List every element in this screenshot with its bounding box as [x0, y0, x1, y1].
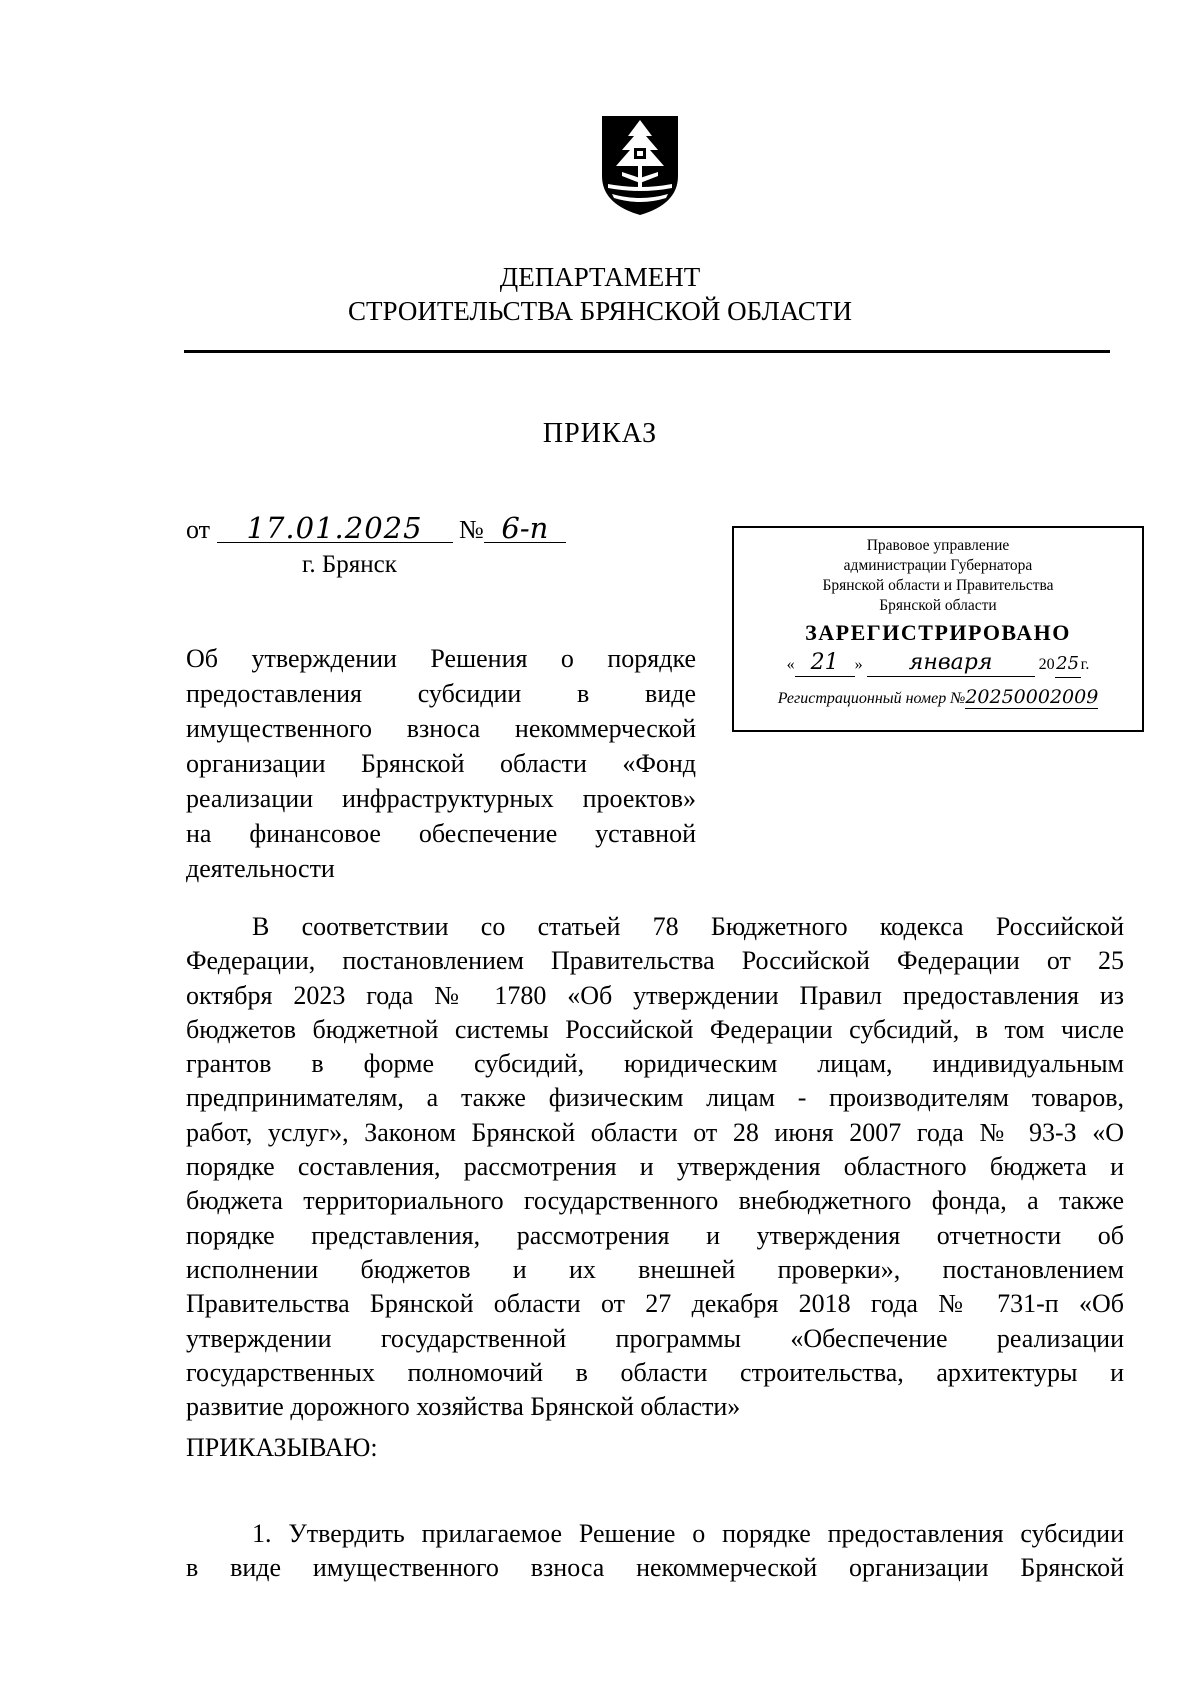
subject-line: организации Брянской области «Фонд [186, 749, 696, 778]
stamp-org-line: Брянской области [879, 597, 997, 614]
body-line: октября 2023 года № 1780 «Об утверждении Правил предоставления из [186, 980, 1124, 1010]
stamp-status: ЗАРЕГИСТРИРОВАНО [805, 620, 1071, 645]
number-prefix: № [459, 515, 484, 544]
body-line: государственных полномочий в области строительства, архитектуры и [186, 1357, 1124, 1387]
stamp-org-line: Правовое управление [866, 537, 1010, 554]
document-title: ПРИКАЗ [542, 418, 658, 449]
document-date-line [186, 511, 566, 545]
stamp-reg-number: 20250002009 [965, 686, 1099, 708]
body-line: работ, услуг», Законом Брянской области от 28 июня 2007 года № 93-З «О [186, 1117, 1124, 1147]
body-line: порядке представления, рассмотрения и утверждения отчетности об [186, 1220, 1124, 1250]
body-line: утверждении государственной программы «Обеспечение реализации [186, 1323, 1124, 1353]
stamp-reg-label: Регистрационный номер № [777, 690, 966, 707]
document-number: 6-п [484, 514, 566, 543]
header-divider [184, 350, 1110, 353]
stamp-org-line: Брянской области и Правительства [822, 577, 1054, 594]
body-line: бюджета территориального государственного внебюджетного фонда, а также [186, 1186, 1124, 1216]
body-line: В соответствии со статьей 78 Бюджетного кодекса Российской [252, 912, 1124, 941]
coat-of-arms-icon [598, 112, 682, 218]
document-preamble [186, 910, 1124, 1424]
body-line: порядке составления, рассмотрения и утверждения областного бюджета и [186, 1152, 1124, 1182]
body-line: бюджетов бюджетной системы Российской Федерации субсидий, в том числе [186, 1014, 1124, 1044]
department-name-line2: СТРОИТЕЛЬСТВА БРЯНСКОЙ ОБЛАСТИ [348, 296, 852, 326]
document-date: 17.01.2025 [217, 514, 453, 543]
subject-line: деятельности [186, 854, 335, 883]
stamp-year-prefix: 20 [1038, 656, 1055, 673]
stamp-organization [734, 536, 1142, 616]
stamp-year-mark: г. [1080, 656, 1090, 673]
registration-stamp [732, 526, 1144, 732]
subject-line: реализации инфраструктурных проектов» [186, 784, 696, 813]
document-subject [186, 641, 696, 886]
body-line: Федерации, постановлением Правительства Российской Федерации от 25 [186, 946, 1124, 976]
stamp-date: « 21 » января 2025г. [734, 650, 1142, 678]
subject-line: на финансовое обеспечение уставной [186, 819, 696, 848]
document-city: г. Брянск [302, 551, 397, 578]
body-line: Правительства Брянской области от 27 декабря 2018 года № 731-п «Об [186, 1289, 1124, 1319]
item-line: в виде имущественного взноса некоммерческой организации Брянской [186, 1553, 1124, 1583]
department-name-line1: ДЕПАРТАМЕНТ [499, 262, 701, 292]
subject-line: предоставления субсидии в виде [186, 679, 696, 708]
subject-line: имущественного взноса некоммерческой [186, 714, 696, 743]
order-word: ПРИКАЗЫВАЮ: [186, 1433, 378, 1462]
date-prefix: от [186, 515, 211, 544]
body-line: предпринимателям, а также физическим лицам - производителям товаров, [186, 1083, 1124, 1113]
stamp-day: 21 [795, 650, 855, 677]
body-line: грантов в форме субсидий, юридическим лицам, индивидуальным [186, 1049, 1124, 1079]
subject-line: Об утверждении Решения о порядке [186, 644, 696, 673]
body-line: исполнении бюджетов и их внешней проверки», постановлением [186, 1254, 1124, 1284]
stamp-year-suffix: 25 [1055, 651, 1081, 678]
item-line: 1. Утвердить прилагаемое Решение о порядке предоставления субсидии [252, 1519, 1124, 1548]
stamp-org-line: администрации Губернатора [843, 557, 1033, 574]
order-item-1 [186, 1517, 1124, 1586]
stamp-reg-number-line [734, 686, 1142, 708]
body-line: развитие дорожного хозяйства Брянской области» [186, 1392, 741, 1422]
stamp-month: января [867, 650, 1035, 677]
